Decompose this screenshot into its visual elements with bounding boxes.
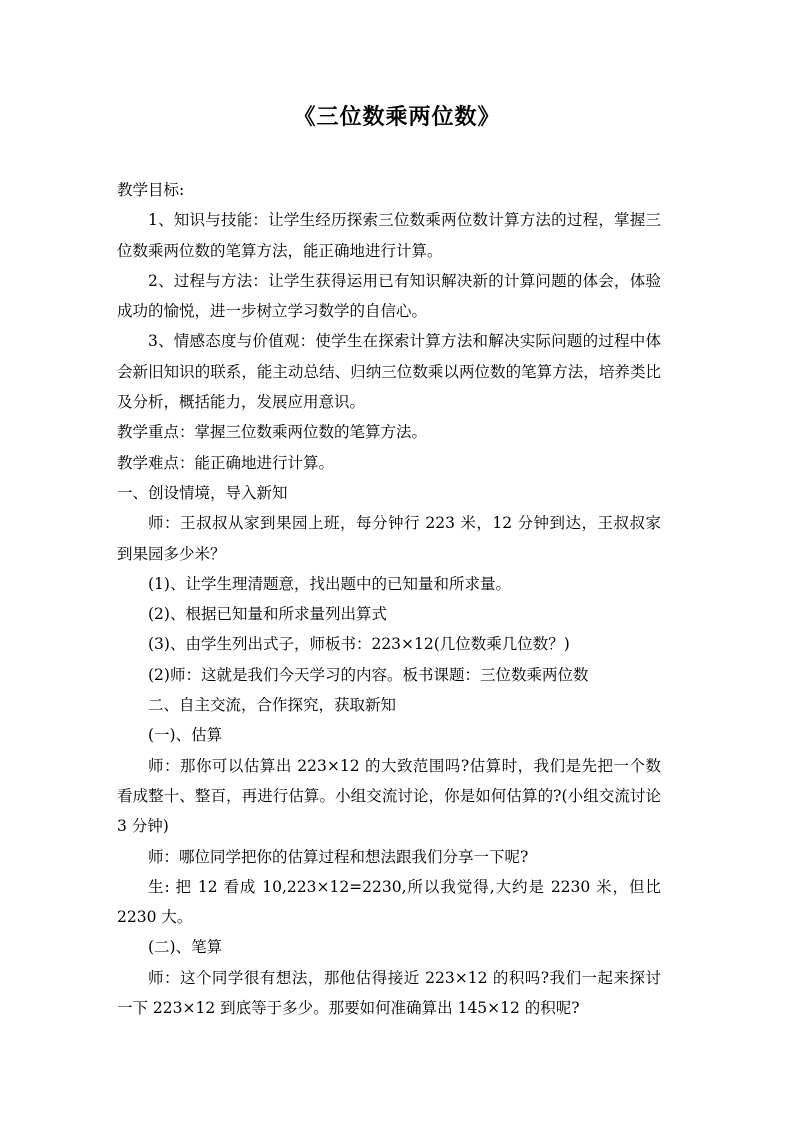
paragraph: 3、情感态度与价值观：使学生在探索计算方法和解决实际问题的过程中体会新旧知识的联系，能主动总结、归纳三位数乘以两位数的笔算方法，培养类比及分析，概括能力，发展应用意识。 <box>117 332 661 412</box>
paragraph: (一)、估算 <box>148 726 223 745</box>
document-body <box>117 175 661 1023</box>
paragraph: 教学难点：能正确地进行计算。 <box>117 453 335 472</box>
paragraph: 1、知识与技能：让学生经历探索三位数乘两位数计算方法的过程，掌握三位数乘两位数的笔算方法，能正确地进行计算。 <box>117 211 661 260</box>
paragraph: (2)、根据已知量和所求量列出算式 <box>148 605 387 624</box>
paragraph: 一、创设情境，导入新知 <box>117 483 288 502</box>
paragraph: (3)、由学生列出式子，师板书：223×12(几位数乘几位数？) <box>148 635 570 654</box>
paragraph: 师：这个同学很有想法，那他估得接近 223×12 的积吗?我们一起来探讨一下 223×12 到底等于多少。那要如何准确算出 145×12 的积呢? <box>117 968 661 1018</box>
paragraph: 2、过程与方法：让学生获得运用已有知识解决新的计算问题的体会，体验成功的愉悦，进一步树立学习数学的自信心。 <box>117 271 661 321</box>
paragraph: (二)、笔算 <box>148 938 223 957</box>
paragraph: 教学目标: <box>117 181 185 199</box>
paragraph: 师：哪位同学把你的估算过程和想法跟我们分享一下呢? <box>148 847 529 866</box>
paragraph: 生: 把 12 看成 10,223×12=2230,所以我觉得,大约是 2230 米，但比 2230 大。 <box>117 877 661 927</box>
paragraph: (1)、让学生理清题意，找出题中的已知量和所求量。 <box>148 574 511 593</box>
document-title: 《三位数乘两位数》 <box>293 104 501 130</box>
paragraph: 师：那你可以估算出 223×12 的大致范围吗?估算时，我们是先把一个数看成整十、整百，再进行估算。小组交流讨论，你是如何估算的?(小组交流讨论 3 分钟) <box>117 756 661 836</box>
paragraph: 二、自主交流，合作探究，获取新知 <box>148 696 397 715</box>
paragraph: (2)师：这就是我们今天学习的内容。板书课题：三位数乘两位数 <box>148 665 589 684</box>
paragraph: 教学重点：掌握三位数乘两位数的笔算方法。 <box>117 423 428 442</box>
paragraph: 师：王叔叔从家到果园上班，每分钟行 223 米，12 分钟到达，王叔叔家到果园多少米？ <box>117 514 661 563</box>
